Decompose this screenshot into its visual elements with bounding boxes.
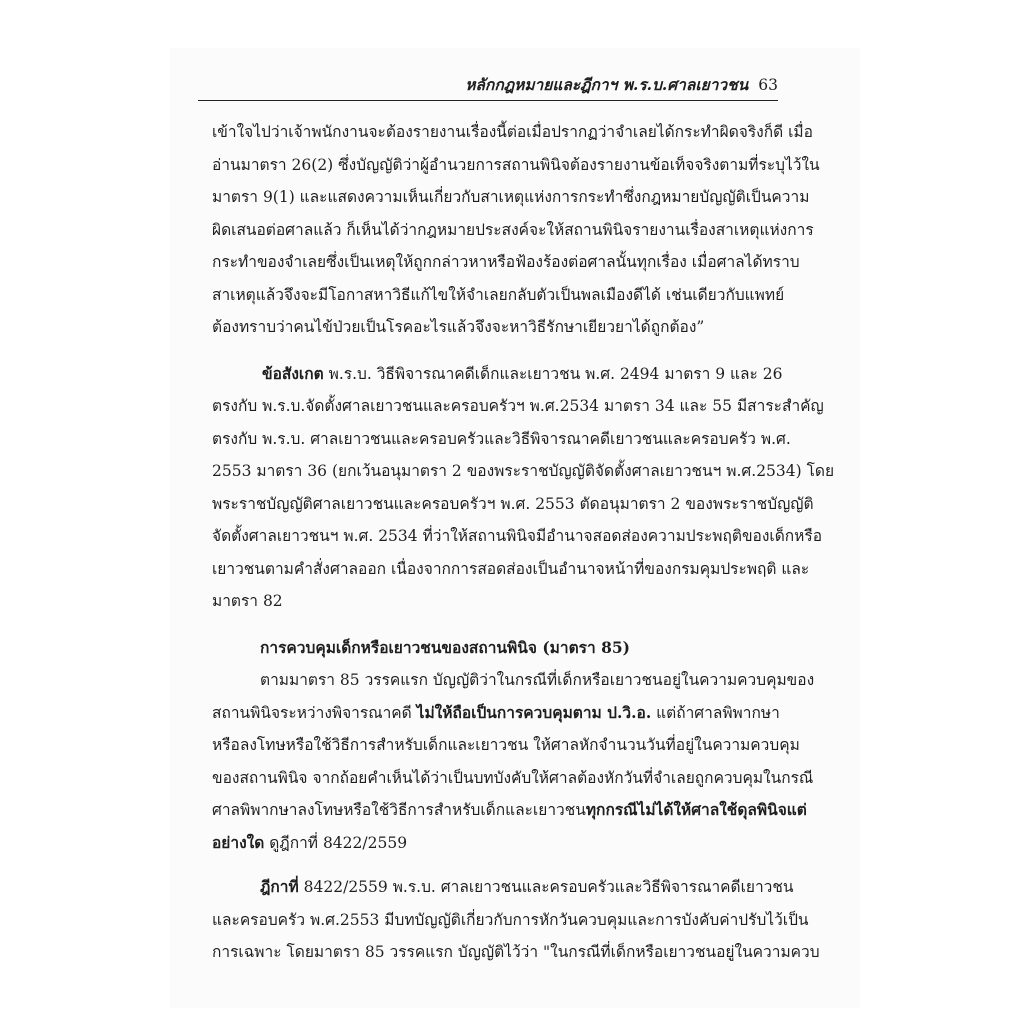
paragraph-gap — [212, 344, 772, 358]
emphasis: ไม่ให้ถือเป็นการควบคุมตาม ป.วิ.อ. — [416, 702, 652, 722]
text-line — [212, 871, 794, 904]
text-line: 2553 มาตรา 36 (ยกเว้นอนุมาตรา 2 ของพระราชบัญญัติจัดตั้งศาลเยาวชนฯ พ.ศ.2534) โดย — [212, 462, 835, 480]
emphasis: อย่างใด — [212, 832, 265, 852]
page-number: 63 — [758, 76, 778, 94]
text-line: และครอบครัว พ.ศ.2553 มีบทบัญญัติเกี่ยวกับการหักวันควบคุมและการบังคับค่าปรับไว้เป็น — [212, 910, 809, 929]
text-line: จัดตั้งศาลเยาวชนฯ พ.ศ. 2534 ที่ว่าให้สถานพินิจมีอำนาจสอดส่องความประพฤติของเด็กหรือ — [212, 527, 823, 545]
text-span: พ.ร.บ. วิธีพิจารณาคดีเด็กและเยาวชน พ.ศ. 2494 มาตรา 9 และ 26 — [323, 364, 783, 383]
text-line: มาตรา 82 — [212, 592, 283, 610]
paragraph-gap — [212, 618, 772, 632]
paragraph-gap — [212, 859, 772, 871]
text-span: 8422/2559 พ.ร.บ. ศาลเยาวชนและครอบครัวและวิธีพิจารณาคดีเยาวชน — [298, 878, 794, 896]
running-header — [198, 72, 778, 98]
text-span: สถานพินิจระหว่างพิจารณาคดี — [212, 703, 417, 722]
text-line: ตรงกับ พ.ร.บ.จัดตั้งศาลเยาวชนและครอบครัวฯ พ.ศ.2534 มาตรา 34 และ 55 มีสาระสำคัญ — [212, 397, 824, 415]
text-span: ดูฎีกาที่ 8422/2559 — [264, 833, 408, 852]
text-line — [212, 794, 807, 827]
text-line: อ่านมาตรา 26(2) ซึ่งบัญญัติว่าผู้อำนวยการสถานพินิจต้องรายงานข้อเท็จจริงตามที่ระบุไว้ใน — [212, 155, 820, 174]
judgment-label: ฎีกาที่ — [260, 877, 299, 896]
header-rule — [198, 100, 778, 101]
control-paragraph — [212, 664, 815, 859]
emphasis: ทุกกรณีไม่ได้ให้ศาลใช้ดุลพินิจแต่ — [585, 800, 807, 819]
text-line: สาเหตุแล้วจึงจะมีโอกาสหาวิธีแก้ไขให้จำเลยกลับตัวเป็นพลเมืองดีได้ เช่นเดียวกับแพทย์ — [212, 285, 785, 304]
text-span: ศาลพิพากษาลงโทษหรือใช้วิธีการสำหรับเด็กและเยาวชน — [212, 801, 586, 819]
text-line: กระทำของจำเลยซึ่งเป็นเหตุให้ถูกกล่าวหาหรือฟ้องร้องต่อศาลนั้นทุกเรื่อง เมื่อศาลได้ทราบ — [212, 253, 800, 271]
text-line: ต้องทราบว่าคนไข้ป่วยเป็นโรคอะไรแล้วจึงจะหาวิธีรักษาเยียวยาได้ถูกต้อง” — [212, 318, 705, 336]
text-line: เข้าใจไปว่าเจ้าพนักงานจะต้องรายงานเรื่องนี้ต่อเมื่อปรากฏว่าจำเลยได้กระทำผิดจริงก็ดี เมื่อ — [212, 123, 813, 141]
text-line: เยาวชนตามคำสั่งศาลออก เนื่องจากการสอดส่องเป็นอำนาจหน้าที่ของกรมคุมประพฤติ และ — [212, 559, 810, 578]
text-line — [212, 697, 780, 730]
judgment-paragraph — [212, 871, 820, 969]
note-label: ข้อสังเกต — [262, 363, 324, 383]
text-line: การเฉพาะ โดยมาตรา 85 วรรคแรก บัญญัติไว้ว่า "ในกรณีที่เด็กหรือเยาวชนอยู่ในความควบ — [212, 943, 820, 961]
text-span: แต่ถ้าศาลพิพากษา — [651, 703, 780, 722]
section-heading: การควบคุมเด็กหรือเยาวชนของสถานพินิจ (มาตรา 85) — [260, 637, 630, 657]
header-title: หลักกฎหมายและฎีกาฯ พ.ร.บ.ศาลเยาวชน — [465, 75, 749, 94]
text-line: ตรงกับ พ.ร.บ. ศาลเยาวชนและครอบครัวและวิธีพิจารณาคดีเยาวชนและครอบครัว พ.ศ. — [212, 429, 791, 448]
text-line: ผิดเสนอต่อศาลแล้ว ก็เห็นได้ว่ากฎหมายประสงค์จะให้สถานพินิจรายงานเรื่องสาเหตุแห่งการ — [212, 220, 814, 239]
quote-paragraph — [212, 116, 820, 344]
page-body — [212, 116, 835, 996]
text-line: พระราชบัญญัติศาลเยาวชนและครอบครัวฯ พ.ศ. 2553 ตัดอนุมาตรา 2 ของพระราชบัญญัติ — [212, 494, 814, 513]
text-line: มาตรา 9(1) และแสดงความเห็นเกี่ยวกับสาเหตุแห่งการกระทำซึ่งกฎหมายบัญญัติเป็นความ — [212, 188, 810, 206]
text-line: ตามมาตรา 85 วรรคแรก บัญญัติว่าในกรณีที่เด็กหรือเยาวชนอยู่ในความควบคุมของ — [260, 671, 815, 689]
text-line: ของสถานพินิจ จากถ้อยคำเห็นได้ว่าเป็นบทบังคับให้ศาลต้องหักวันที่จำเลยถูกควบคุมในกรณี — [212, 768, 814, 787]
text-line — [212, 827, 772, 860]
text-line: หรือลงโทษหรือใช้วิธีการสำหรับเด็กและเยาวชน ให้ศาลหักจำนวนวันที่อยู่ในความควบคุม — [212, 736, 800, 754]
text-line — [212, 358, 783, 391]
note-paragraph — [212, 358, 835, 618]
